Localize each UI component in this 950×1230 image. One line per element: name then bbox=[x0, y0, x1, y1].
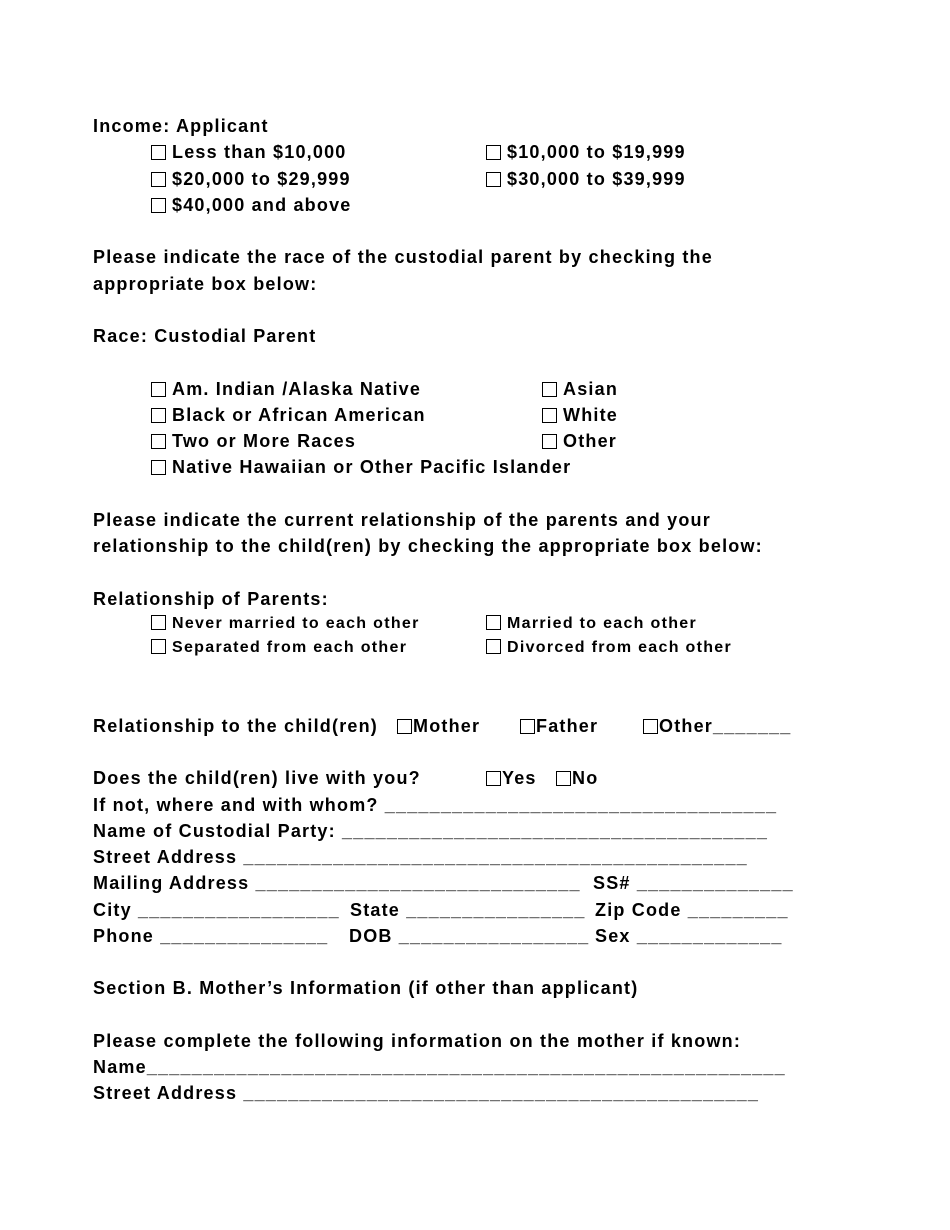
lives-with-no[interactable]: No bbox=[556, 767, 598, 789]
custodial-name-field[interactable]: Name of Custodial Party: ______________________________________ bbox=[93, 821, 769, 841]
income-option[interactable]: $30,000 to $39,999 bbox=[486, 168, 686, 190]
race-option[interactable]: Native Hawaiian or Other Pacific Islander bbox=[151, 456, 571, 478]
mother-name-field[interactable]: Name_________________________________________________________ bbox=[93, 1057, 786, 1077]
checkbox[interactable] bbox=[520, 719, 535, 734]
race-option[interactable]: Other bbox=[542, 430, 617, 452]
phone-field[interactable]: Phone _______________ bbox=[93, 926, 329, 946]
relationship-instruction-line2: relationship to the child(ren) by checking the appropriate box below: bbox=[93, 536, 763, 556]
income-option[interactable]: $40,000 and above bbox=[151, 194, 352, 216]
section-b-instruction: Please complete the following information on the mother if known: bbox=[93, 1031, 742, 1051]
parents-heading: Relationship of Parents: bbox=[93, 589, 329, 609]
checkbox[interactable] bbox=[542, 382, 557, 397]
race-option[interactable]: White bbox=[542, 404, 618, 426]
checkbox[interactable] bbox=[151, 145, 166, 160]
checkbox[interactable] bbox=[556, 771, 571, 786]
checkbox[interactable] bbox=[486, 172, 501, 187]
checkbox[interactable] bbox=[151, 460, 166, 475]
lives-with-question: Does the child(ren) live with you? bbox=[93, 768, 421, 788]
checkbox[interactable] bbox=[486, 145, 501, 160]
child-relationship-option[interactable]: Other_______ bbox=[643, 715, 791, 737]
child-relationship-option[interactable]: Mother bbox=[397, 715, 480, 737]
race-option[interactable]: Am. Indian /Alaska Native bbox=[151, 378, 421, 400]
checkbox[interactable] bbox=[643, 719, 658, 734]
city-field[interactable]: City __________________ bbox=[93, 900, 340, 920]
ssn-field[interactable]: SS# ______________ bbox=[593, 873, 794, 893]
income-option[interactable]: $20,000 to $29,999 bbox=[151, 168, 351, 190]
checkbox[interactable] bbox=[151, 615, 166, 630]
checkbox[interactable] bbox=[151, 639, 166, 654]
race-instruction-line1: Please indicate the race of the custodial parent by checking the bbox=[93, 247, 713, 267]
parents-option[interactable]: Never married to each other bbox=[151, 613, 420, 635]
checkbox[interactable] bbox=[486, 615, 501, 630]
checkbox[interactable] bbox=[151, 172, 166, 187]
race-option[interactable]: Two or More Races bbox=[151, 430, 356, 452]
parents-option[interactable]: Divorced from each other bbox=[486, 637, 732, 659]
parents-option[interactable]: Married to each other bbox=[486, 613, 697, 635]
race-option[interactable]: Black or African American bbox=[151, 404, 426, 426]
income-option[interactable]: Less than $10,000 bbox=[151, 141, 347, 163]
state-field[interactable]: State ________________ bbox=[350, 900, 586, 920]
race-instruction-line2: appropriate box below: bbox=[93, 274, 318, 294]
race-heading: Race: Custodial Parent bbox=[93, 326, 317, 346]
parents-option[interactable]: Separated from each other bbox=[151, 637, 407, 659]
child-relationship-label: Relationship to the child(ren) bbox=[93, 716, 379, 736]
relationship-instruction-line1: Please indicate the current relationship of the parents and your bbox=[93, 510, 711, 530]
section-b-heading: Section B. Mother’s Information (if other than applicant) bbox=[93, 978, 639, 998]
checkbox[interactable] bbox=[542, 434, 557, 449]
mother-street-field[interactable]: Street Address ______________________________________________ bbox=[93, 1083, 760, 1103]
checkbox[interactable] bbox=[542, 408, 557, 423]
checkbox[interactable] bbox=[151, 434, 166, 449]
checkbox[interactable] bbox=[486, 771, 501, 786]
sex-field[interactable]: Sex _____________ bbox=[595, 926, 783, 946]
checkbox[interactable] bbox=[151, 382, 166, 397]
dob-field[interactable]: DOB _________________ bbox=[349, 926, 590, 946]
lives-with-yes[interactable]: Yes bbox=[486, 767, 537, 789]
checkbox[interactable] bbox=[397, 719, 412, 734]
if-not-field[interactable]: If not, where and with whom? ___________________________________ bbox=[93, 795, 778, 815]
income-option[interactable]: $10,000 to $19,999 bbox=[486, 141, 686, 163]
checkbox[interactable] bbox=[486, 639, 501, 654]
zip-field[interactable]: Zip Code _________ bbox=[595, 900, 789, 920]
income-heading: Income: Applicant bbox=[93, 116, 269, 136]
mailing-address-field[interactable]: Mailing Address _____________________________ bbox=[93, 873, 581, 893]
street-address-field[interactable]: Street Address _____________________________________________ bbox=[93, 847, 748, 867]
race-option[interactable]: Asian bbox=[542, 378, 618, 400]
checkbox[interactable] bbox=[151, 198, 166, 213]
checkbox[interactable] bbox=[151, 408, 166, 423]
child-relationship-option[interactable]: Father bbox=[520, 715, 598, 737]
